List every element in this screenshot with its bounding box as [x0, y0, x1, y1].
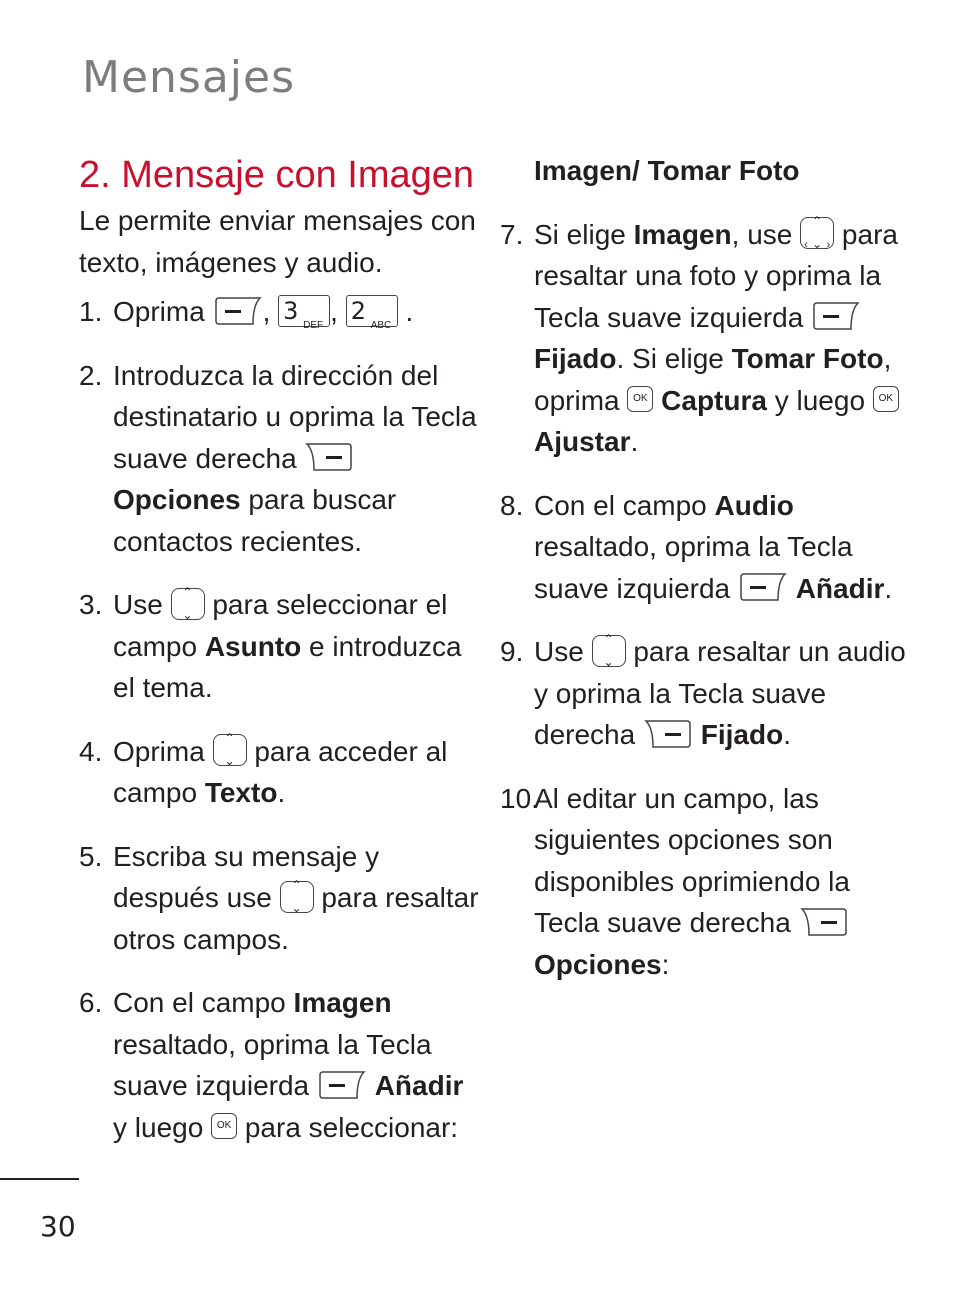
step-8: [500, 485, 910, 610]
left-column: [79, 200, 479, 1170]
page-number: 30: [40, 1210, 76, 1243]
step-text: y luego: [113, 1111, 204, 1143]
chapter-title: Mensajes: [82, 52, 296, 103]
step-number: 4.: [79, 735, 103, 767]
step-text: Oprima: [113, 735, 205, 767]
step-text: Con el campo: [113, 987, 286, 1018]
step-text: .: [884, 572, 893, 604]
step-7: [500, 214, 910, 463]
step-text: para seleccionar el campo: [113, 589, 448, 662]
step-number: 10.: [500, 782, 539, 814]
step-text: Añadir: [374, 1070, 464, 1101]
intro-text: Le permite enviar mensajes con texto, imágenes y audio.: [79, 205, 476, 278]
step-text: , use: [731, 218, 793, 250]
step-text: Opciones: [113, 484, 241, 515]
step-text: Si elige: [534, 218, 626, 250]
step-number: 1.: [79, 296, 103, 327]
step-text: Audio: [714, 489, 794, 521]
left-softkey-icon: [317, 1069, 367, 1101]
step-text: para seleccionar:: [244, 1111, 459, 1143]
step-text: Con el campo: [534, 489, 707, 521]
step-number: 8.: [500, 489, 524, 521]
step-text: Use: [113, 589, 163, 620]
step-text: .: [630, 426, 639, 457]
step-text: e introduzca el tema.: [113, 630, 462, 703]
step-number: 7.: [500, 218, 524, 250]
step-1: [79, 291, 479, 333]
nav-key-icon: ⌃ ‹ › ⌄: [800, 217, 834, 249]
right-softkey-icon: [643, 718, 693, 750]
step-text: ,: [262, 296, 271, 327]
step-4: [79, 731, 479, 814]
key-2-icon: 2 ABC: [346, 295, 398, 327]
step-text: Imagen/ Tomar Foto: [534, 155, 800, 186]
step-text: .: [783, 719, 791, 750]
step-6: [79, 982, 479, 1148]
step-10: [500, 778, 910, 986]
right-softkey-icon: [304, 441, 354, 473]
right-column: [500, 150, 910, 1007]
step-text: resaltado, oprima la Tecla suave izquierda: [113, 1028, 432, 1101]
step-text: Fijado: [700, 719, 784, 750]
step-text: , oprima: [534, 343, 892, 416]
step-text: para resaltar un audio y oprima la Tecla suave derecha: [534, 636, 906, 750]
footer-rule: [0, 1178, 79, 1180]
step-text: .: [277, 777, 286, 808]
step-3: [79, 584, 479, 709]
left-softkey-icon: [811, 300, 861, 332]
step-text: :: [661, 948, 670, 980]
step-text: Tomar Foto: [731, 343, 884, 374]
nav-key-icon: [280, 881, 314, 913]
step-text: para acceder al campo: [113, 735, 448, 808]
step-text: Al editar un campo, las siguientes opciones son disponibles oprimiendo la Tecla suave derecha: [534, 782, 850, 938]
key-3-icon: 3 DEF: [278, 295, 330, 327]
ok-key-icon: OK: [211, 1113, 237, 1139]
step-text: Opciones: [534, 948, 662, 980]
step-text: para resaltar otros campos.: [113, 882, 479, 955]
nav-key-icon: [213, 734, 247, 766]
step-text: Escriba su mensaje y después use: [113, 840, 380, 913]
step-6-continued: [500, 150, 910, 192]
step-text: Añadir: [795, 572, 885, 604]
step-number: 5.: [79, 840, 103, 872]
step-text: y luego: [774, 384, 866, 416]
step-number: 9.: [500, 636, 524, 667]
step-text: para resaltar una foto y oprima la Tecla suave izquierda: [534, 218, 898, 333]
nav-key-icon: [171, 588, 205, 620]
step-text: Asunto: [204, 630, 302, 662]
left-softkey-icon: [738, 571, 788, 603]
nav-key-icon: [592, 635, 626, 667]
step-text: para buscar contactos recientes.: [113, 484, 397, 557]
right-softkey-icon: [799, 906, 849, 938]
step-text: Imagen: [293, 987, 392, 1018]
step-text: ,: [330, 296, 338, 327]
step-2: [79, 355, 479, 563]
step-9: [500, 631, 910, 756]
step-text: Use: [534, 636, 584, 667]
step-text: Fijado: [534, 343, 617, 374]
step-text: Introduzca la dirección del destinatario u oprima la Tecla suave derecha: [113, 359, 477, 474]
ok-key-icon: OK: [873, 386, 899, 412]
step-text: resaltado, oprima la Tecla suave izquierda: [534, 531, 853, 604]
section-title: 2. Mensaje con Imagen: [79, 154, 475, 196]
left-softkey-icon: [213, 295, 263, 327]
step-text: Ajustar: [534, 426, 631, 457]
step-text: Texto: [204, 777, 278, 808]
ok-key-icon: OK: [627, 386, 653, 412]
step-text: Oprima: [113, 296, 205, 327]
step-number: 6.: [79, 987, 103, 1018]
step-number: 2.: [79, 359, 103, 391]
step-text: Captura: [661, 384, 767, 416]
step-text: Imagen: [633, 218, 732, 250]
step-number: 3.: [79, 589, 103, 620]
step-5: [79, 836, 479, 961]
step-text: . Si elige: [616, 343, 724, 374]
step-text: .: [405, 296, 414, 327]
